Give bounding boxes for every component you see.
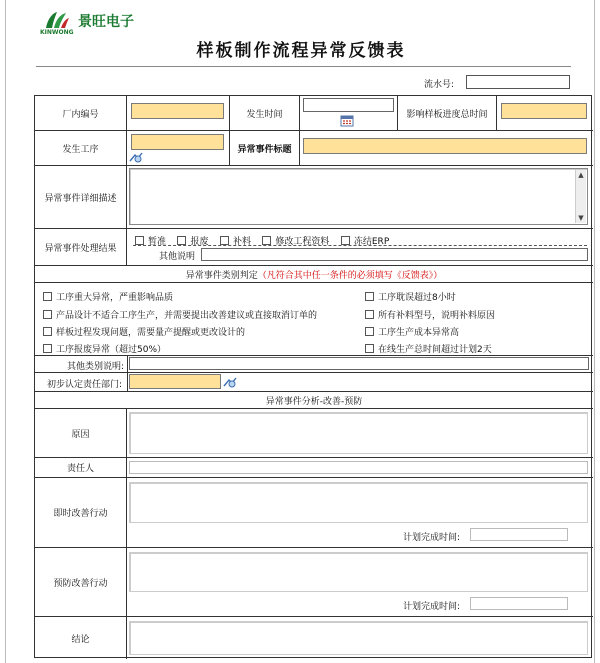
other-type-input[interactable]: [129, 357, 589, 370]
factory-no-cell: [127, 96, 230, 131]
serial-number-input[interactable]: [466, 75, 570, 89]
category-right-item[interactable]: 工序生产成本异常高: [365, 325, 459, 338]
factory-no-input[interactable]: [131, 103, 224, 119]
category-heading: 异常事件类别判定: [185, 270, 258, 281]
category-left-item[interactable]: 工序重大异常，严重影响品质: [43, 290, 173, 303]
company-name-en: KINWONG: [40, 29, 74, 36]
kinwong-logo-icon: [44, 10, 70, 30]
immediate-cell: [127, 478, 593, 548]
checkbox[interactable]: [220, 236, 229, 245]
event-title-input[interactable]: [303, 138, 587, 154]
handling-label: 异常事件处理结果: [44, 243, 117, 254]
handling-option[interactable]: 修改工程资料: [262, 237, 329, 247]
checkbox[interactable]: [43, 344, 52, 353]
handling-option[interactable]: 报废: [177, 237, 208, 247]
detail-cell: [127, 166, 593, 229]
row-divider: [35, 372, 593, 373]
occur-time-cell: [300, 96, 398, 131]
lookup-icon[interactable]: [129, 151, 143, 163]
scroll-up-icon[interactable]: ▲: [578, 171, 584, 179]
process-input[interactable]: [131, 134, 224, 150]
cause-label: 原因: [71, 429, 90, 440]
cause-textarea[interactable]: [129, 412, 588, 454]
responsible-cell: [127, 458, 593, 478]
impact-time-label: 影响样板进度总时间: [406, 109, 488, 120]
checkbox[interactable]: [43, 327, 52, 336]
other-note-label: 其他说明: [159, 252, 196, 262]
company-logo: [38, 10, 238, 36]
dept-input[interactable]: [129, 374, 221, 389]
handling-cell: [127, 229, 593, 266]
process-label: 发生工序: [62, 144, 99, 155]
plan-time-label: 计划完成时间:: [403, 602, 461, 612]
handling-option[interactable]: 冻结ERP: [341, 237, 389, 247]
handling-option[interactable]: 补料: [220, 237, 251, 247]
other-note-input[interactable]: [201, 248, 588, 261]
impact-time-input[interactable]: [501, 103, 587, 119]
impact-label-cell: [398, 96, 497, 131]
occur-time-input[interactable]: [303, 98, 394, 112]
title-divider: [36, 66, 571, 67]
serial-number-label: 流水号:: [424, 80, 455, 90]
category-heading-cell: [35, 266, 593, 283]
col-divider: [127, 355, 128, 372]
handling-option[interactable]: 暂准: [135, 237, 166, 247]
immediate-action-textarea[interactable]: [129, 482, 588, 523]
form-page: [5, 0, 595, 663]
preventive-action-label: 预防改善行动: [53, 578, 108, 589]
dept-label: 初步认定责任部门:: [47, 380, 123, 390]
checkbox[interactable]: [262, 236, 271, 245]
conclusion-label-cell: [35, 617, 127, 659]
conclusion-label: 结论: [71, 634, 90, 645]
detail-textarea[interactable]: [129, 168, 588, 225]
detail-scrollbar[interactable]: [575, 170, 586, 223]
checkbox[interactable]: [177, 236, 186, 245]
preventive-plan-time-input[interactable]: [470, 597, 568, 610]
checkbox[interactable]: [43, 292, 52, 301]
checkbox[interactable]: [365, 344, 374, 353]
event-title-cell: [300, 131, 593, 166]
process-label-cell: [35, 131, 127, 166]
preventive-label-cell: [35, 548, 127, 617]
feedback-form: [34, 95, 592, 658]
checkbox[interactable]: [341, 236, 350, 245]
handling-label-cell: [35, 229, 127, 266]
checkbox[interactable]: [43, 310, 52, 319]
factory-no-label-cell: [35, 96, 127, 131]
category-right-item[interactable]: 工序耽误超过8小时: [365, 290, 456, 303]
cause-label-cell: [35, 409, 127, 458]
immediate-plan-time-input[interactable]: [470, 528, 568, 541]
checkbox[interactable]: [365, 292, 374, 301]
immediate-label-cell: [35, 478, 127, 548]
impact-cell: [497, 96, 593, 131]
col-divider: [127, 372, 128, 391]
category-left-item[interactable]: 工序报废异常（超过50%）: [43, 342, 166, 355]
conclusion-textarea[interactable]: [129, 621, 588, 655]
cause-cell: [127, 409, 593, 458]
occur-time-label-cell: [230, 96, 300, 131]
analysis-heading-cell: [35, 391, 593, 409]
preventive-cell: [127, 548, 593, 617]
category-right-item[interactable]: 所有补料型号，说明补料原因: [365, 308, 495, 321]
row-divider: [35, 355, 593, 356]
checkbox[interactable]: [365, 310, 374, 319]
responsible-label-cell: [35, 458, 127, 478]
preventive-action-textarea[interactable]: [129, 552, 588, 592]
event-title-label: 异常事件标题: [237, 144, 292, 155]
category-left-item[interactable]: 样板过程发现问题，需要量产提醒或更改设计的: [43, 325, 245, 338]
category-heading-note: （凡符合其中任一条件的必须填写《反馈表》）: [257, 270, 443, 281]
immediate-action-label: 即时改善行动: [53, 509, 108, 519]
calendar-icon[interactable]: [340, 115, 354, 127]
category-right-item[interactable]: 在线生产总时间超过计划2天: [365, 342, 492, 355]
company-name-cn: 景旺电子: [78, 14, 134, 30]
checkbox[interactable]: [135, 236, 144, 245]
detail-label-cell: [35, 166, 127, 229]
detail-label: 异常事件详细描述: [44, 193, 117, 204]
lookup-icon[interactable]: [223, 376, 237, 388]
category-left-item[interactable]: 产品设计不适合工序生产，并需要提出改善建议或直接取消订单的: [43, 308, 317, 321]
responsible-label: 责任人: [66, 464, 94, 474]
plan-time-label: 计划完成时间:: [403, 533, 461, 543]
page-title: 样板制作流程异常反馈表: [196, 41, 406, 61]
event-title-label-cell: [230, 131, 300, 166]
analysis-heading: 异常事件分析-改善-预防: [265, 396, 363, 407]
factory-no-label: 厂内编号: [62, 109, 99, 120]
process-cell: [127, 131, 230, 166]
occur-time-label: 发生时间: [246, 109, 283, 120]
other-type-label: 其他类别说明:: [67, 362, 125, 372]
scroll-down-icon[interactable]: ▼: [578, 214, 584, 222]
checkbox[interactable]: [365, 327, 374, 336]
responsible-input[interactable]: [129, 461, 588, 474]
conclusion-cell: [127, 617, 593, 659]
handling-divider: [133, 245, 587, 246]
